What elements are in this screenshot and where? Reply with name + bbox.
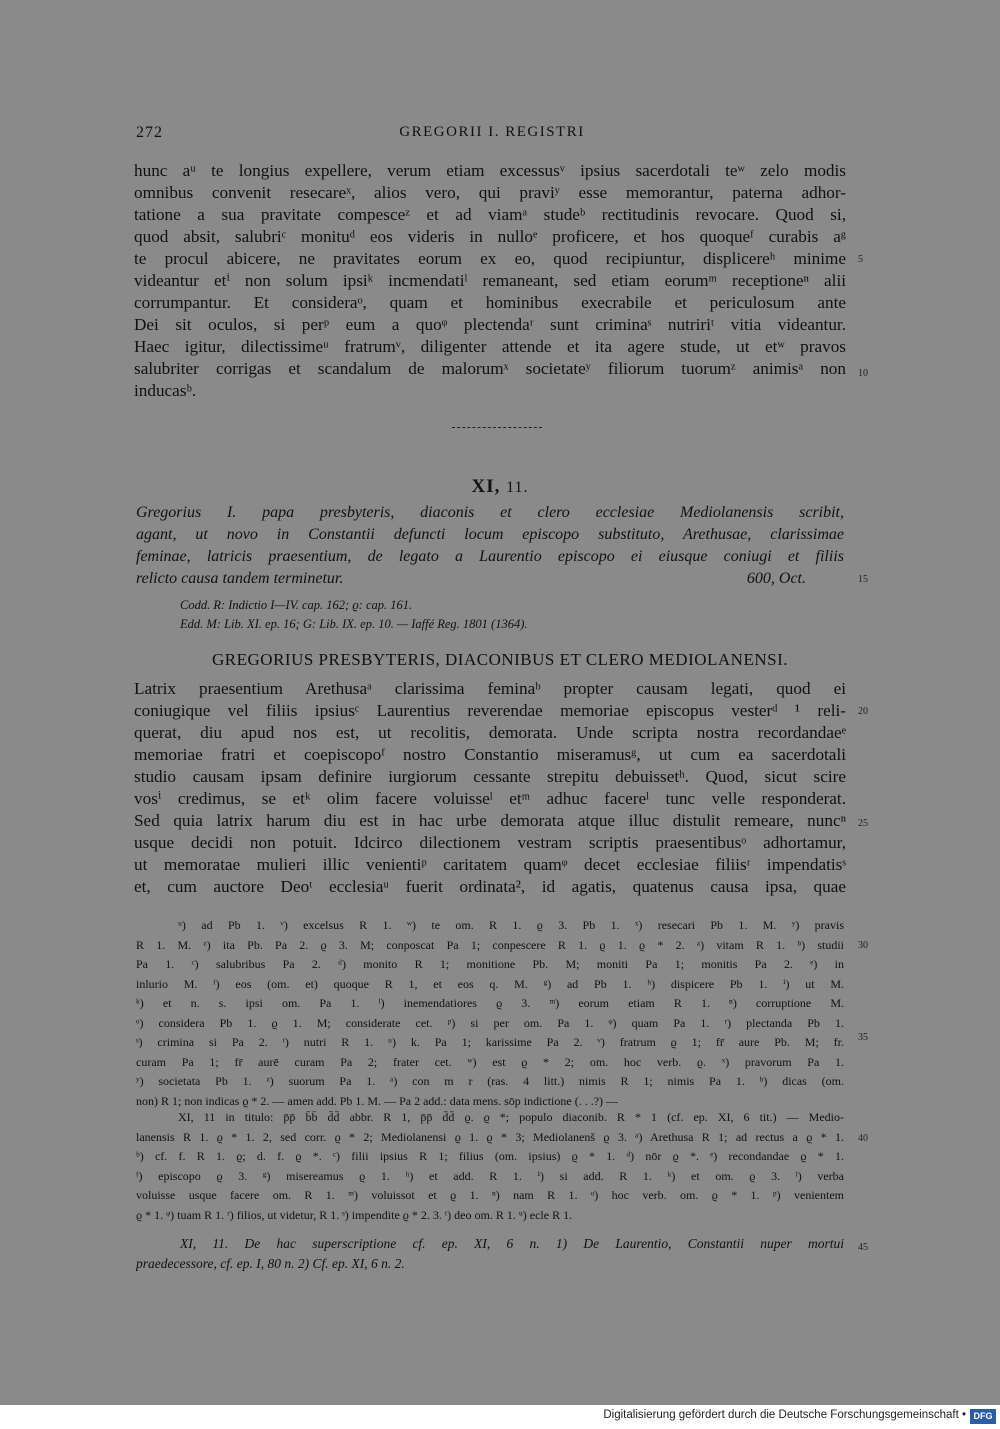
running-title: GREGORII I. REGISTRI [399,124,585,140]
text-line: studio causam ipsam definire iurgiorum cessante strepitu debuissetʰ. Quod, sicut scire [134,767,846,786]
text-line: querat, diu apud nos est, ut recolitis, demorata. Unde scripta nostra recordandaeᵉ [134,723,846,742]
note-line: ˢ) crimina si Pa 2. ᵗ) nutri R 1. ᵘ) k. Pa 1; karissime Pa 2. ᵛ) fratrum ϱ 1; fr̄ aure Pb. M; fr. [136,1035,844,1049]
note-line: non) R 1; non indicas ϱ * 2. — amen add. Pb 1. M. — Pa 2 add.: data mens. sōp indictione (. . .?) — [136,1093,619,1108]
text-line: Haec igitur, dilectissimeᵘ fratrumᵛ, diligenter attende et ita agere stude, ut etʷ pravos [134,337,846,356]
note-line: ʸ) societata Pb 1. ᶻ) suorum Pa 1. ᵃ) con m r (ras. 4 litt.) nimis R 1; nimis Pa 1. ᵇ) dicas (om. [136,1074,844,1088]
line-number: 10 [858,368,868,379]
letter-text [134,678,846,898]
apparatus-notes [136,916,844,1111]
document-number-book: XI, [471,476,501,497]
note-line: ϱ * 1. ᵠ) tuam R 1. ʳ) filios, ut videtur, R 1. ˢ) impendite ϱ * 2. 3. ᵗ) deo om. R 1. ᵘ) ecle R 1. [136,1207,573,1222]
note-line: ᶠ) episcopo ϱ 3. ᵍ) misereamus ϱ 1. ʰ) et add. R 1. ⁱ) si add. R 1. ᵏ) et om. ϱ 3. ˡ) verba [136,1168,844,1183]
apparatus-notes-letter [136,1108,844,1225]
text-line: te procul abicere, ne pravitates eorum ex eo, quod recipiuntur, displicereʰ minime [134,249,846,268]
text-line: inducasᵇ. [134,381,197,400]
text-line: hunc aᵘ te longius expellere, verum etiam excessusᵛ ipsius sacerdotali teʷ zelo modis [134,161,846,180]
line-number: 40 [858,1133,868,1144]
digitization-footer [0,1405,1000,1429]
editions-line: Edd. M: Lib. XI. ep. 16; G: Lib. IX. ep. 10. — Iaffé Reg. 1801 (1364). [180,617,528,631]
text-line: tatione a sua pravitate compesceᶻ et ad viamᵃ studeᵇ rectitudinis revocare. Quod si, [134,205,846,224]
note-line: XI, 11 in titulo: p̄p̄ b̄b̄ d̄d̄ abbr. R 1, p̄p̄ d̄d̄ ϱ. ϱ *; populo diaconib. R * 1 (cf. ep. XI, 6 tit.) — Medio- [178,1110,844,1124]
page-number: 272 [136,124,163,141]
text-line: videantur etⁱ non solum ipsiᵏ incmendatiˡ remaneant, sed etiam eorumᵐ receptioneⁿ alii [134,271,846,290]
text-line: Sed quia latrix harum diu est in hac urbe demorata atque illuc distulit remeare, nuncⁿ [134,811,846,830]
text-line: omnibus convenit resecareˣ, alios vero, qui praviʸ esse memorantur, paterna adhor- [134,183,846,202]
note-line: ᵏ) et n. s. ipsi om. Pa 1. ˡ) inemendatiores ϱ 3. ᵐ) eorum etiam R 1. ⁿ) corruptione M. [136,996,844,1010]
regest-line: feminae, latricis praesentium, de legato a Laurentio episcopo ei eiusque coniugi et filiis [136,548,844,565]
dfg-logo-icon: DFG [970,1409,996,1424]
regest-line: agant, ut novo in Constantii defuncti locum episcopo substituto, Arethusae, clarissimae [136,526,844,543]
letter-title: GREGORIUS PRESBYTERIS, DIACONIBUS ET CLERO MEDIOLANENSI. [212,650,788,669]
line-number: 20 [858,706,868,717]
regest [136,502,844,590]
document-number-letter: 11. [506,479,529,496]
line-number: 30 [858,940,868,951]
text-line: Latrix praesentium Arethusaᵃ clarissima feminaᵇ propter causam legati, quod ei [134,679,846,698]
section-divider [452,427,542,428]
line-number: 5 [858,254,863,265]
commentary-notes [136,1234,844,1274]
line-number: 35 [858,1032,868,1043]
letter-text-continued [134,160,846,402]
regest-line: Gregorius I. papa presbyteris, diaconis et clero ecclesiae Mediolanensis scribit, [136,504,844,521]
note-line: praedecessore, cf. ep. I, 80 n. 2) Cf. ep. XI, 6 n. 2. [136,1256,405,1271]
line-number: 15 [858,574,868,585]
note-line: curam Pa 1; fr̄ aurē curam Pa 2; frater cet. ʷ) est ϱ * 2; om. hoc verb. ϱ. ˣ) pravorum Pa 1. [136,1054,844,1069]
note-line: inlurio M. ᶠ) eos (om. et) quoque R 1, et eos q. M. ᵍ) ad Pb 1. ʰ) dispicere Pb 1. ⁱ) ut M. [136,976,844,991]
text-line: quod absit, salubriᶜ monituᵈ eos videris in nulloᵉ proficere, et hos quoqueᶠ curabis aᵍ [134,227,846,246]
text-line: salubriter corrigas et scandalum de malorumˣ societateʸ filiorum tuorumᶻ animisᵃ non [134,359,846,378]
note-line: R 1. M. ᶻ) ita Pb. Pa 2. ϱ 3. M; conposcat Pa 1; conpescere R 1. ϱ 1. ϱ * 2. ᵃ) vitam R 1. ᵇ) studii [136,937,844,952]
manuscript-sources [180,596,820,634]
page-header [136,124,848,146]
note-line: voluisse usque facere om. R 1. ᵐ) voluissot et ϱ 1. ⁿ) nam R 1. ᵒ) hoc verb. om. ϱ * 1. ᵖ) venientem [136,1188,844,1202]
note-line: XI, 11. De hac superscriptione cf. ep. XI, 6 n. 1) De Laurentio, Constantii nuper mortui [180,1236,844,1251]
text-line: vosⁱ credimus, se etᵏ olim facere voluisseˡ etᵐ adhuc facereˡ tunc velle responderat. [134,789,846,808]
funding-credit: Digitalisierung gefördert durch die Deutsche Forschungsgemeinschaft • [603,1409,966,1421]
text-line: coniugique vel filiis ipsiusᶜ Laurentius reverendae memoriae episcopus vesterᵈ ¹ reli- [134,701,846,720]
regest-line: relicto causa tandem terminetur. [136,570,344,587]
text-line: ut memoratae mulieri illic venientiᵖ caritatem quamᵠ decet ecclesiae filiisʳ impendatisˢ [134,855,846,874]
note-line: ᵇ) cf. f. R 1. ϱ; d. f. ϱ *. ᶜ) filii ipsius R 1; filius (om. ipsius) ϱ * 1. ᵈ) nōr ϱ *. ᵉ) recondandae ϱ * 1. [136,1149,844,1163]
note-line: ᵒ) considera Pb 1. ϱ 1. M; considerate cet. ᵖ) si per om. Pa 1. ᵠ) quam Pa 1. ʳ) plectanda Pb 1. [136,1015,844,1030]
note-line: Pa 1. ᶜ) salubribus Pa 2. ᵈ) monito R 1; monitione Pb. M; moniti Pa 1; monitis Pa 2. ᵉ) in [136,957,844,971]
text-line: corrumpantur. Et consideraᵒ, quam et hominibus execrabile et periculosum ante [134,293,846,312]
text-line: memoriae fratri et coepiscopoᶠ nostro Constantio miseramusᵍ, ut cum ea sacerdotali [134,745,846,764]
regest-date: 600, Oct. [746,570,806,587]
text-line: et, cum auctore Deoᵗ ecclesiaᵘ fuerit ordinata², id agatis, quatenus causa ipsa, quae [134,877,846,896]
text-line: usque decidi non potuit. Idcirco dilectionem vestram scriptis praesentibusᵒ adhortamur, [134,833,846,852]
document-number [0,476,1000,498]
line-number: 25 [858,818,868,829]
line-number: 45 [858,1242,868,1253]
note-line: lanensis R 1. ϱ * 1. 2, sed corr. ϱ * 2; Mediolanensi ϱ 1. ϱ * 3; Mediolanenš ϱ 3. ᵃ) Arethusa R 1; ad rectus a ϱ * 1. [136,1129,844,1144]
text-line: Dei sit oculos, si perᵖ eum a quoᵠ plectendaʳ sunt criminaˢ nutririᵗ vitia videantur. [134,315,846,334]
note-line: ᵘ) ad Pb 1. ᵛ) excelsus R 1. ʷ) te om. R 1. ϱ 3. Pb 1. ˣ) resecari Pb 1. M. ʸ) pravis [178,918,844,932]
codices-line: Codd. R: Indictio I—IV. cap. 162; ϱ: cap. 161. [180,598,413,612]
